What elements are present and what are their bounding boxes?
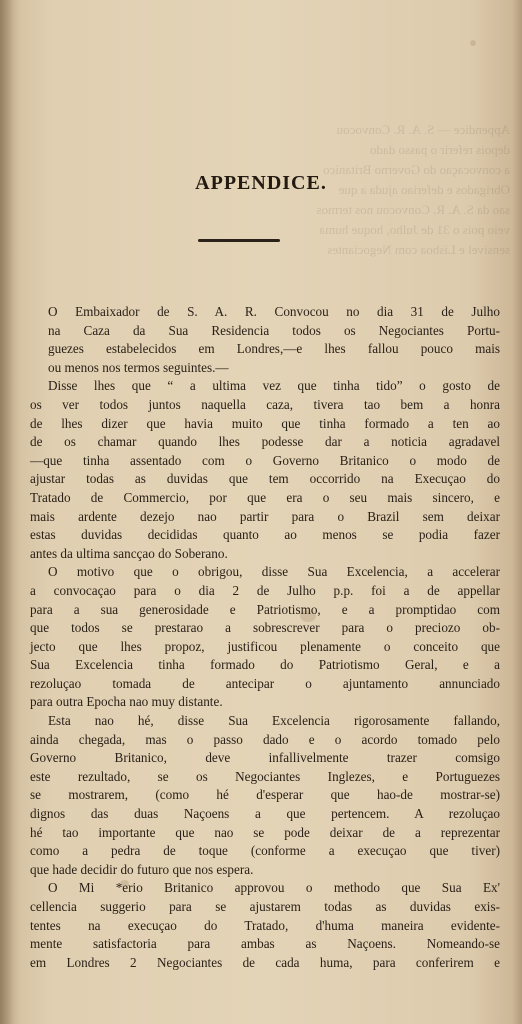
text-line: para outra Epocha nao muy distante. bbox=[30, 694, 223, 710]
paragraph bbox=[30, 879, 500, 972]
text-line: de lhes dizer que havia muito que tinha formado a ten ao bbox=[30, 415, 500, 431]
text-line: antes da ultima sancçao do Soberano. bbox=[30, 545, 228, 561]
text-line: se mostrarem, (como hé d'esperar que hao-de mostrar-se) bbox=[30, 787, 500, 803]
text-line: os ver todos juntos naquella caza, tivera tao bem a honra bbox=[30, 396, 500, 412]
text-line: Tratado de Commercio, por que era o seu mais sincero, e bbox=[30, 489, 500, 505]
text-line: que todos se prestarao a sobrescrever para o preciozo ob- bbox=[30, 620, 500, 636]
text-line: Governo Britanico, deve infallivelmente trazer comsigo bbox=[30, 750, 500, 766]
text-line: tentes na execuçao do Tratado, d'huma maneira evidente- bbox=[30, 917, 500, 933]
text-line: Esta nao hé, disse Sua Excelencia rigorosamente fallando, bbox=[48, 713, 500, 729]
foxing-stain bbox=[470, 40, 476, 46]
text-line: na Caza da Sua Residencia todos os Negociantes Portu- bbox=[48, 322, 500, 338]
text-line: este rezultado, se os Negociantes Inglezes, e Portuguezes bbox=[30, 768, 500, 784]
text-line: dignos das duas Naçoens a que pertencem. A rezoluçao bbox=[30, 806, 500, 822]
title-rule bbox=[198, 239, 280, 242]
text-line: Disse lhes que “ a ultima vez que tinha tido” o gosto de bbox=[48, 378, 500, 394]
text-line: —que tinha assentado com o Governo Britanico o modo de bbox=[30, 452, 500, 468]
text-line: ajustar todas as duvidas que tem occorrido na Execuçao do bbox=[30, 471, 500, 487]
text-line: jecto que lhes propoz, justificou plenamente o conceito que bbox=[30, 638, 500, 654]
text-line: ou menos nos termos seguintes.— bbox=[48, 359, 229, 375]
text-line: O Embaixador de S. A. R. Convocou no dia 31 de Julho bbox=[48, 304, 500, 319]
body-text bbox=[30, 303, 500, 972]
paragraph bbox=[30, 563, 500, 712]
bleed-through-text: Appendice — S. A. R. Convocou depois referir o passo dado a convocaçao do Governo Britanico Obrigados e deferiao ajuda a que sao da S. A. R. Convocou nos termos veio pois o 31 de Julho, hoque huma sensivel e Lisboa com Negociantes bbox=[316, 122, 510, 257]
text-line: de os chamar quando lhes podesse dar a noticia agradavel bbox=[30, 434, 500, 450]
text-line: guezes estabelecidos em Londres,—e lhes fallou pouco mais bbox=[48, 341, 500, 357]
text-line: O Mi *erio Britanico approvou o methodo que Sua Ex' bbox=[48, 880, 500, 896]
text-line: em Londres 2 Negociantes de cada huma, para conferirem e bbox=[30, 954, 500, 970]
text-line: que hade decidir do futuro que nos espera. bbox=[30, 861, 254, 877]
paragraph bbox=[30, 377, 500, 563]
text-line: estas duvidas decididas quanto ao menos se podia fazer bbox=[30, 527, 500, 543]
text-line: O motivo que o obrigou, disse Sua Excelencia, a accelerar bbox=[48, 564, 500, 580]
paragraph bbox=[30, 303, 500, 377]
text-line: mente satisfactoria para ambas as Naçoens. Nomeando-se bbox=[30, 936, 500, 952]
paragraph bbox=[30, 712, 500, 879]
text-line: para a sua generosidade e Patriotismo, e a promptidao com bbox=[30, 601, 500, 617]
text-line: cellencia suggerio para se ajustarem todas as duvidas exis- bbox=[30, 899, 500, 914]
page-title: APPENDICE. bbox=[195, 172, 327, 194]
text-line: ainda chegada, mas o passo dado e o acordo tomado pelo bbox=[30, 731, 500, 747]
text-line: rezoluçao tomada de antecipar o ajuntamento annunciado bbox=[30, 675, 500, 691]
text-line: hé tao importante que nao se pode deixar de a reprezentar bbox=[30, 824, 500, 840]
text-line: a convocaçao para o dia 2 de Julho p.p. foi a de appellar bbox=[30, 582, 500, 598]
text-line: mais ardente dezejo nao partir para o Brazil sem deixar bbox=[30, 508, 500, 524]
text-line: Sua Excelencia tinha formado do Patriotismo Geral, e a bbox=[30, 657, 500, 673]
text-line: como a pedra de toque (conforme a execuçao que tiver) bbox=[30, 843, 500, 859]
